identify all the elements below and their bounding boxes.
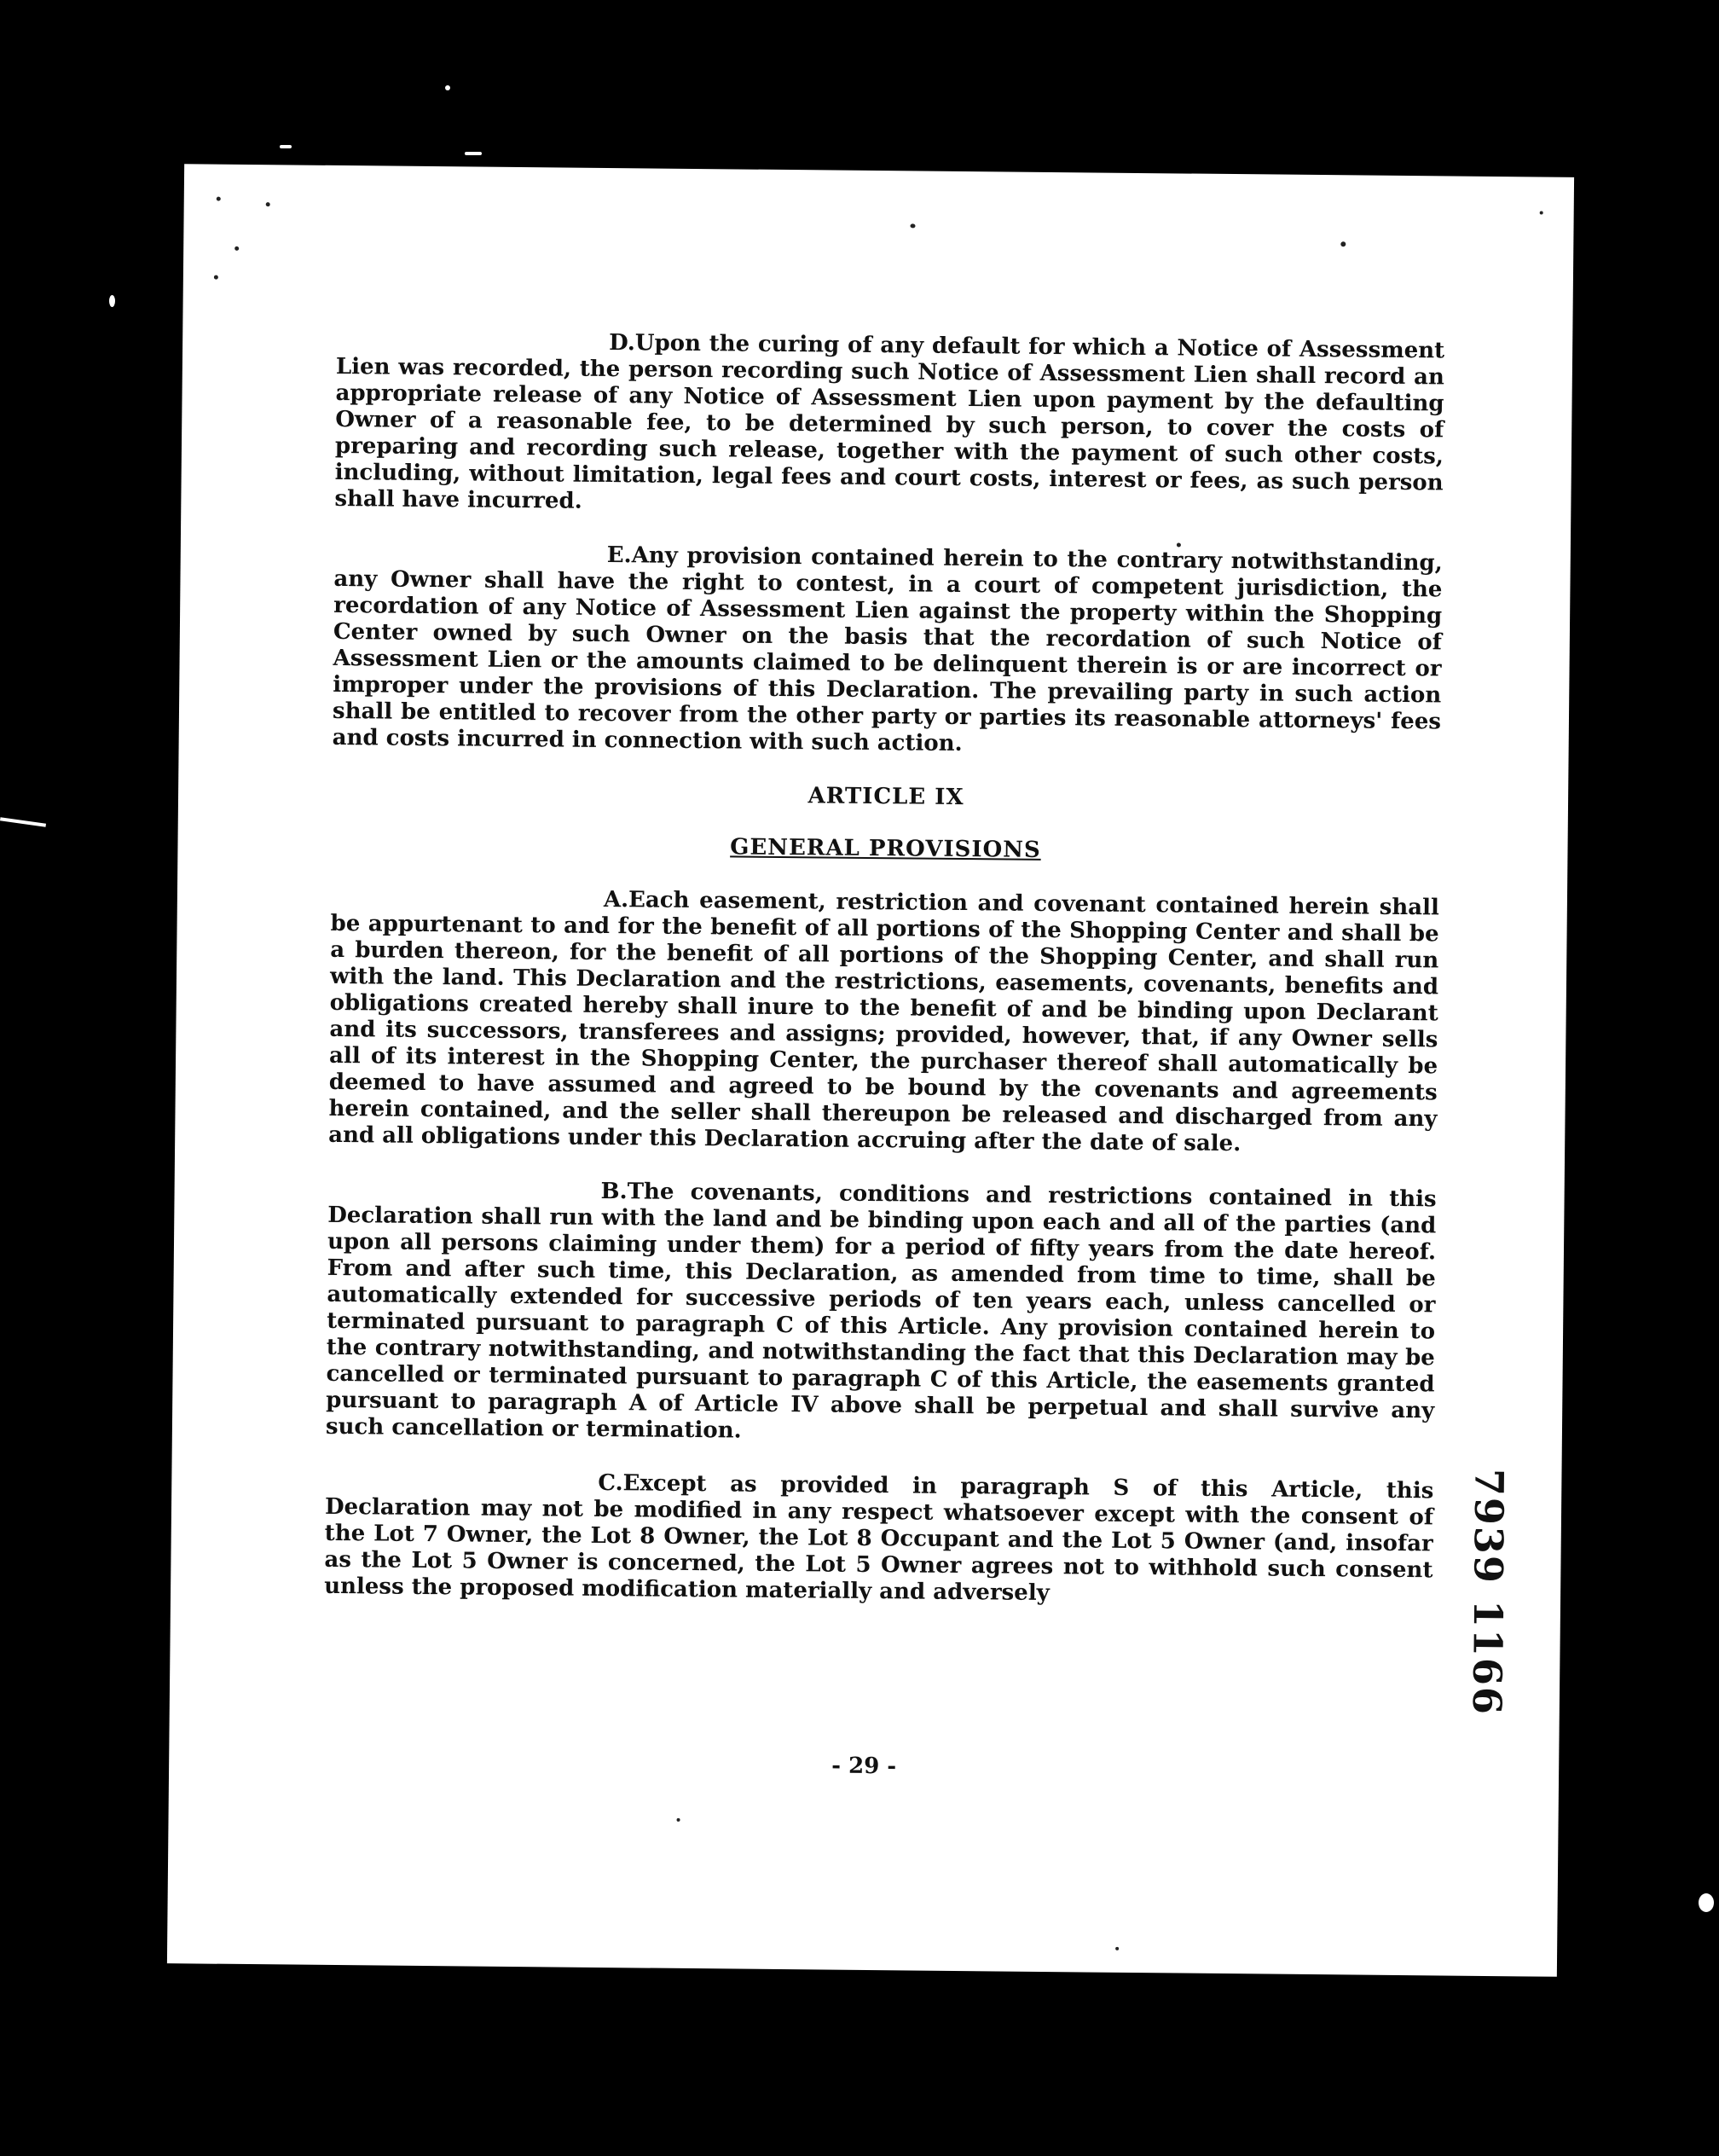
section-title: GENERAL PROVISIONS [730, 834, 1041, 863]
scan-speck [465, 152, 482, 155]
paragraph-label: D. [609, 330, 635, 356]
paragraph-c [324, 1468, 1433, 1610]
scan-speck [677, 1818, 680, 1822]
scan-speck [217, 197, 221, 201]
paragraph-b [326, 1176, 1437, 1451]
scan-speck [1540, 211, 1543, 214]
scan-speck [910, 223, 915, 228]
scan-speck [214, 275, 218, 280]
margin-stamp-text: 7939 1166 [1463, 1468, 1513, 1717]
scan-speck [1340, 241, 1346, 246]
paragraph-text: Except as provided in paragraph S of this Article, this Declaration may not be modified in any respect whatsoever except with the consent of the Lot 7 Owner, the Lot 8 Owner, the Lot 8 Occupant and the Lot 5 Owner (and, insofar as the Lot 5 Owner is concerned, the Lot 5 Owner agrees not to withhold such consent unless the proposed modification materially and adversely [324, 1470, 1434, 1607]
scan-speck [109, 295, 115, 307]
scan-speck [1699, 1893, 1714, 1912]
scan-edge-mark [0, 817, 46, 826]
paragraph-text: Each easement, restriction and covenant contained herein shall be appurtenant to and for the benefit of all portions of the Shopping Center and shall be a burden thereon, for the benefit of all portions of the Shopping Center, and shall run with the land. This Declaration and the restrictions, easements, covenants, benefits and obligations created hereby shall inure to the benefit of and be binding upon Declarant and its successors, transferees and assigns; provided, however, that, if any Owner sells all of its interest in the Shopping Center, the purchaser thereof shall automatically be deemed to have assumed and agreed to be bound by the covenants and agreements herein contained, and the seller shall thereupon be released and discharged from any and all obligations under this Declaration accruing after the date of sale. [328, 887, 1440, 1157]
page-number: - 29 - [831, 1753, 897, 1780]
paragraph-text: Upon the curing of any default for which a Notice of Assessment Lien was recorded, the person recording such Notice of Assessment Lien shall record an appropriate release of any Notice of Assessment Lien upon payment by the defaulting Owner of a reasonable fee, to be determined by such person, to cover the costs of preparing and recording such release, together with the payment of such other costs, including, without limitation, legal fees and court costs, interest or fees, as such person shall have incurred. [334, 330, 1445, 514]
paragraph-text: Any provision contained herein to the contrary notwithstanding, any Owner shall have the right to contest, in a court of competent jurisdiction, the recordation of any Notice of Assessment Lien against the property within the Shopping Center owned by such Owner on the basis that the recordation of such Notice of Assessment Lien or the amounts claimed to be delinquent therein is or are incorrect or improper under the provisions of this Declaration. The prevailing party in such action shall be entitled to recover from the other party or parties its reasonable attorneys' fees and costs incurred in connection with such action. [332, 542, 1443, 757]
scan-speck [280, 145, 292, 148]
scan-speck [445, 85, 450, 90]
paragraph-label: C. [598, 1469, 623, 1497]
paragraph-label: A. [603, 886, 629, 913]
paragraph-d [334, 327, 1444, 523]
paragraph-text: The covenants, conditions and restrictions contained in this Declaration shall run with the land and be binding upon each and all of the parties (and upon all persons claiming under them) for a period of fifty years from the date hereof. From and after such time, this Declaration, as amended from time to time, shall be automatically extended for successive periods of ten years each, unless cancelled or terminated pursuant to paragraph C of this Article. Any provision contained herein to the contrary notwithstanding, and notwithstanding the fact that this Declaration may be cancelled or terminated pursuant to paragraph C of this Article, the easements granted pursuant to paragraph A of Article IV above shall be perpetual and shall survive any such cancellation or termination. [325, 1179, 1437, 1444]
margin-recording-stamp [1461, 1456, 1515, 1730]
article-title: ARTICLE IX [807, 783, 964, 811]
paragraph-a [328, 884, 1439, 1159]
scan-speck [266, 202, 270, 206]
scan-speck [234, 246, 239, 251]
document-body [324, 327, 1445, 1637]
paragraph-label: B. [600, 1178, 628, 1205]
document-page [167, 164, 1574, 1977]
scan-speck [1115, 1947, 1119, 1950]
paragraph-e [333, 540, 1443, 762]
paragraph-label: E. [606, 542, 632, 569]
